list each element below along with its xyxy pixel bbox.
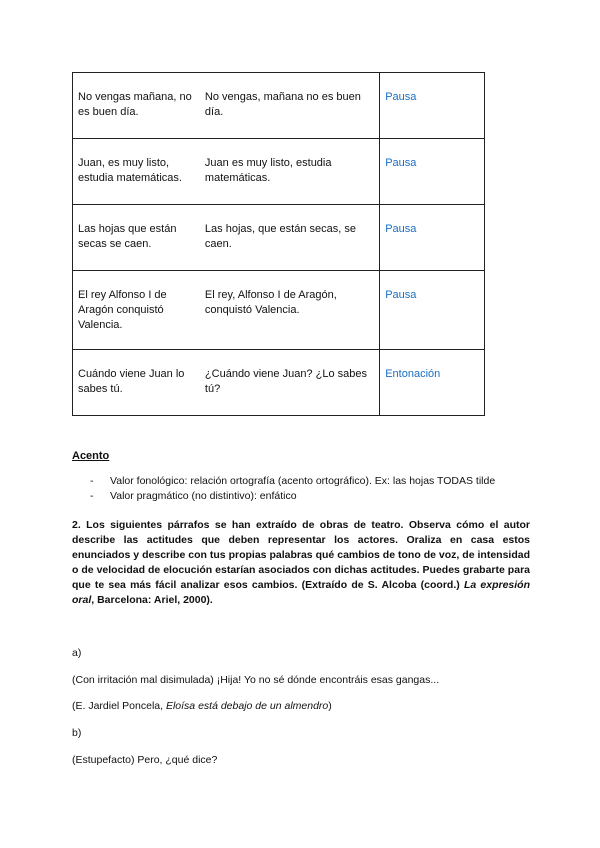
list-item: - Valor pragmático (no distintivo): enfático: [90, 489, 495, 504]
original-sentence: Las hojas que están secas se caen.: [73, 205, 200, 271]
feature-type: Pausa: [380, 139, 485, 205]
corrected-sentence: Las hojas, que están secas, se caen.: [200, 205, 380, 271]
source-prefix: (E. Jardiel Poncela,: [72, 700, 166, 712]
list-item: - Valor fonológico: relación ortografía (acento ortográfico). Ex: las hojas TODAS tilde: [90, 474, 495, 489]
original-sentence: Juan, es muy listo, estudia matemáticas.: [73, 139, 200, 205]
book-title: La expresión oral: [72, 579, 530, 606]
table-row: [73, 73, 485, 139]
source-title: Eloísa está debajo de un almendro: [165, 700, 329, 712]
table-row: [73, 350, 485, 416]
source-suffix: ): [328, 700, 332, 712]
example-quote-b: (Estupefacto) Pero, ¿qué dice?: [72, 754, 218, 766]
example-label-a: a): [72, 647, 82, 659]
table-row: [73, 139, 485, 205]
exercise-text: 2. Los siguientes párrafos se han extraído de obras de teatro. Observa cómo el autor describe las actitudes que deben representar los actores. Oraliza en casa estos enunciados y describe con tus propias palabras qué cambios de tono de voz, de intensidad o de velocidad de elocución estarían asociados con dichas actitudes. Puedes grabarte para que te sea más fácil analizar esos cambios. (Extraído de S. Alcoba (coord.): [72, 519, 530, 591]
feature-type: Pausa: [380, 205, 485, 271]
example-quote-a: (Con irritación mal disimulada) ¡Hija! Yo no sé dónde encontráis esas gangas...: [72, 674, 440, 686]
exercise-text-end: , Barcelona: Ariel, 2000).: [91, 594, 213, 606]
corrected-sentence: ¿Cuándo viene Juan? ¿Lo sabes tú?: [200, 350, 380, 416]
original-sentence: Cuándo viene Juan lo sabes tú.: [73, 350, 200, 416]
punctuation-table: [72, 72, 485, 416]
original-sentence: No vengas mañana, no es buen día.: [73, 73, 200, 139]
example-label-b: b): [72, 727, 82, 739]
feature-type: Pausa: [380, 271, 485, 350]
accent-bullet-list: [90, 474, 495, 504]
exercise-instructions: [72, 518, 530, 608]
corrected-sentence: Juan es muy listo, estudia matemáticas.: [200, 139, 380, 205]
corrected-sentence: El rey, Alfonso I de Aragón, conquistó Valencia.: [200, 271, 380, 350]
corrected-sentence: No vengas, mañana no es buen día.: [200, 73, 380, 139]
feature-type: Pausa: [380, 73, 485, 139]
original-sentence: El rey Alfonso I de Aragón conquistó Valencia.: [73, 271, 200, 350]
table-row: [73, 205, 485, 271]
table-row: [73, 271, 485, 350]
section-heading-accent: Acento: [72, 450, 110, 462]
feature-type: Entonación: [380, 350, 485, 416]
example-source-a: [72, 699, 332, 714]
